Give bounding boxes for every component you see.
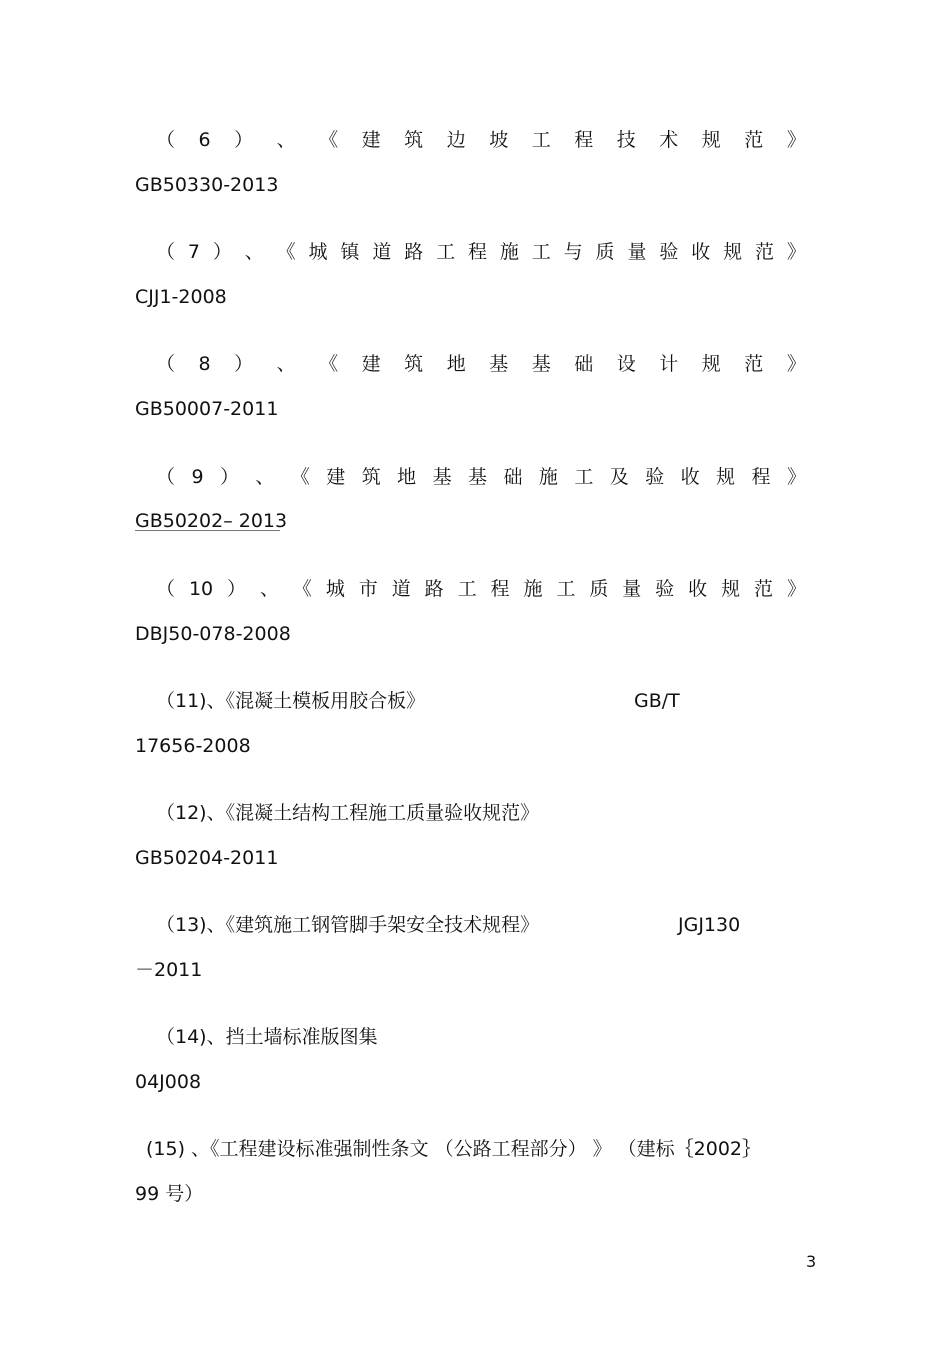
title-char: ） [219,466,239,488]
title-char: 筑 [361,466,381,488]
title-char: 》 [786,578,806,600]
title-char: 工 [436,241,456,263]
title-char: 《 [319,353,339,375]
title-char: 收 [680,466,700,488]
item-9-title [156,465,806,489]
title-char: 、 [259,578,279,600]
title-char: 程 [467,241,487,263]
title-char: ） [234,129,254,151]
title-char: 基 [489,353,509,375]
title-char: 8 [198,353,211,375]
item-12-code: GB50204-2011 [135,847,279,869]
title-char: 范 [755,241,775,263]
title-char: 、 [276,129,296,151]
title-char: 《 [290,466,310,488]
title-char: 工 [531,129,551,151]
title-char: （ [156,129,176,151]
title-char: 、 [244,241,264,263]
title-char: 规 [716,466,736,488]
title-char: 筑 [404,353,424,375]
title-char: 与 [563,241,583,263]
item-8-title [156,352,806,376]
item-10-code: DBJ50-078-2008 [135,623,291,645]
item-13-right-code: JGJ130 [678,914,741,936]
title-char: 计 [659,353,679,375]
title-char: 基 [432,466,452,488]
item-15-code: 99 号） [135,1183,204,1205]
title-char: 术 [659,129,679,151]
title-char: 《 [319,129,339,151]
title-char: 及 [609,466,629,488]
item-6-title [156,128,806,152]
item-10-title [156,577,806,601]
title-char: 《 [276,241,296,263]
title-char: 质 [589,578,609,600]
title-char: 、 [276,353,296,375]
item-13-title: （13)、《建筑施工钢管脚手架安全技术规程》 [156,914,540,936]
title-char: 地 [446,353,466,375]
title-char: 路 [404,241,424,263]
item-9-code: GB50202– 2013 [135,510,288,532]
item-11-title: （11)、《混凝土模板用胶合板》 [156,690,426,712]
title-char: 技 [616,129,636,151]
title-char: 验 [645,466,665,488]
title-char: 施 [499,241,519,263]
title-char: 工 [531,241,551,263]
title-char: 筑 [404,129,424,151]
title-char: 工 [556,578,576,600]
title-char: 坡 [489,129,509,151]
title-char: 程 [751,466,771,488]
title-char: 规 [701,353,721,375]
title-char: ） [227,578,247,600]
item-8-code: GB50007-2011 [135,398,279,420]
title-char: 《 [292,578,312,600]
title-char: 边 [446,129,466,151]
title-char: 收 [691,241,711,263]
title-char: （ [156,466,176,488]
item-14-code: 04J008 [135,1071,202,1093]
title-char: 地 [397,466,417,488]
title-char: 规 [701,129,721,151]
title-char: 10 [188,578,214,600]
page-number: 3 [806,1252,817,1271]
title-char: 量 [622,578,642,600]
title-char: 9 [191,466,204,488]
item-11-code: 17656-2008 [135,735,251,757]
title-char: 》 [786,353,806,375]
title-char: 程 [490,578,510,600]
title-char: 》 [786,466,806,488]
title-char: 范 [744,353,764,375]
title-char: 设 [616,353,636,375]
title-char: 程 [574,129,594,151]
title-char: 基 [531,353,551,375]
title-char: 》 [786,241,806,263]
title-char: 验 [659,241,679,263]
underline-mark [135,530,280,531]
title-char: 础 [574,353,594,375]
title-char: 基 [468,466,488,488]
item-15-title: (15) 、《工程建设标准强制性条文 （公路工程部分） 》 （建标｛2002｝ [146,1138,762,1160]
title-char: ） [212,241,232,263]
title-char: 质 [595,241,615,263]
title-char: 验 [655,578,675,600]
title-char: 建 [326,466,346,488]
item-14-title: （14)、挡土墙标准版图集 [156,1026,378,1048]
item-13-code: －2011 [135,959,203,981]
item-6-code: GB50330-2013 [135,174,279,196]
title-char: （ [156,353,176,375]
title-char: 工 [457,578,477,600]
title-char: 道 [372,241,392,263]
title-char: 建 [361,129,381,151]
title-char: 、 [255,466,275,488]
title-char: 量 [627,241,647,263]
title-char: 规 [723,241,743,263]
title-char: 6 [198,129,211,151]
title-char: 范 [754,578,774,600]
item-11-right-code: GB/T [634,690,680,712]
title-char: 市 [358,578,378,600]
title-char: 》 [786,129,806,151]
title-char: （ [156,578,176,600]
title-char: 工 [574,466,594,488]
title-char: 收 [688,578,708,600]
item-12-title: （12)、《混凝土结构工程施工质量验收规范》 [156,802,540,824]
item-7-title [156,240,806,264]
title-char: ） [234,353,254,375]
title-char: 础 [503,466,523,488]
title-char: （ [156,241,176,263]
title-char: 城 [325,578,345,600]
title-char: 路 [424,578,444,600]
title-char: 范 [744,129,764,151]
title-char: 施 [538,466,558,488]
title-char: 城 [308,241,328,263]
title-char: 规 [721,578,741,600]
title-char: 建 [361,353,381,375]
title-char: 施 [523,578,543,600]
title-char: 镇 [340,241,360,263]
title-char: 7 [187,241,200,263]
title-char: 道 [391,578,411,600]
item-7-code: CJJ1-2008 [135,286,227,308]
